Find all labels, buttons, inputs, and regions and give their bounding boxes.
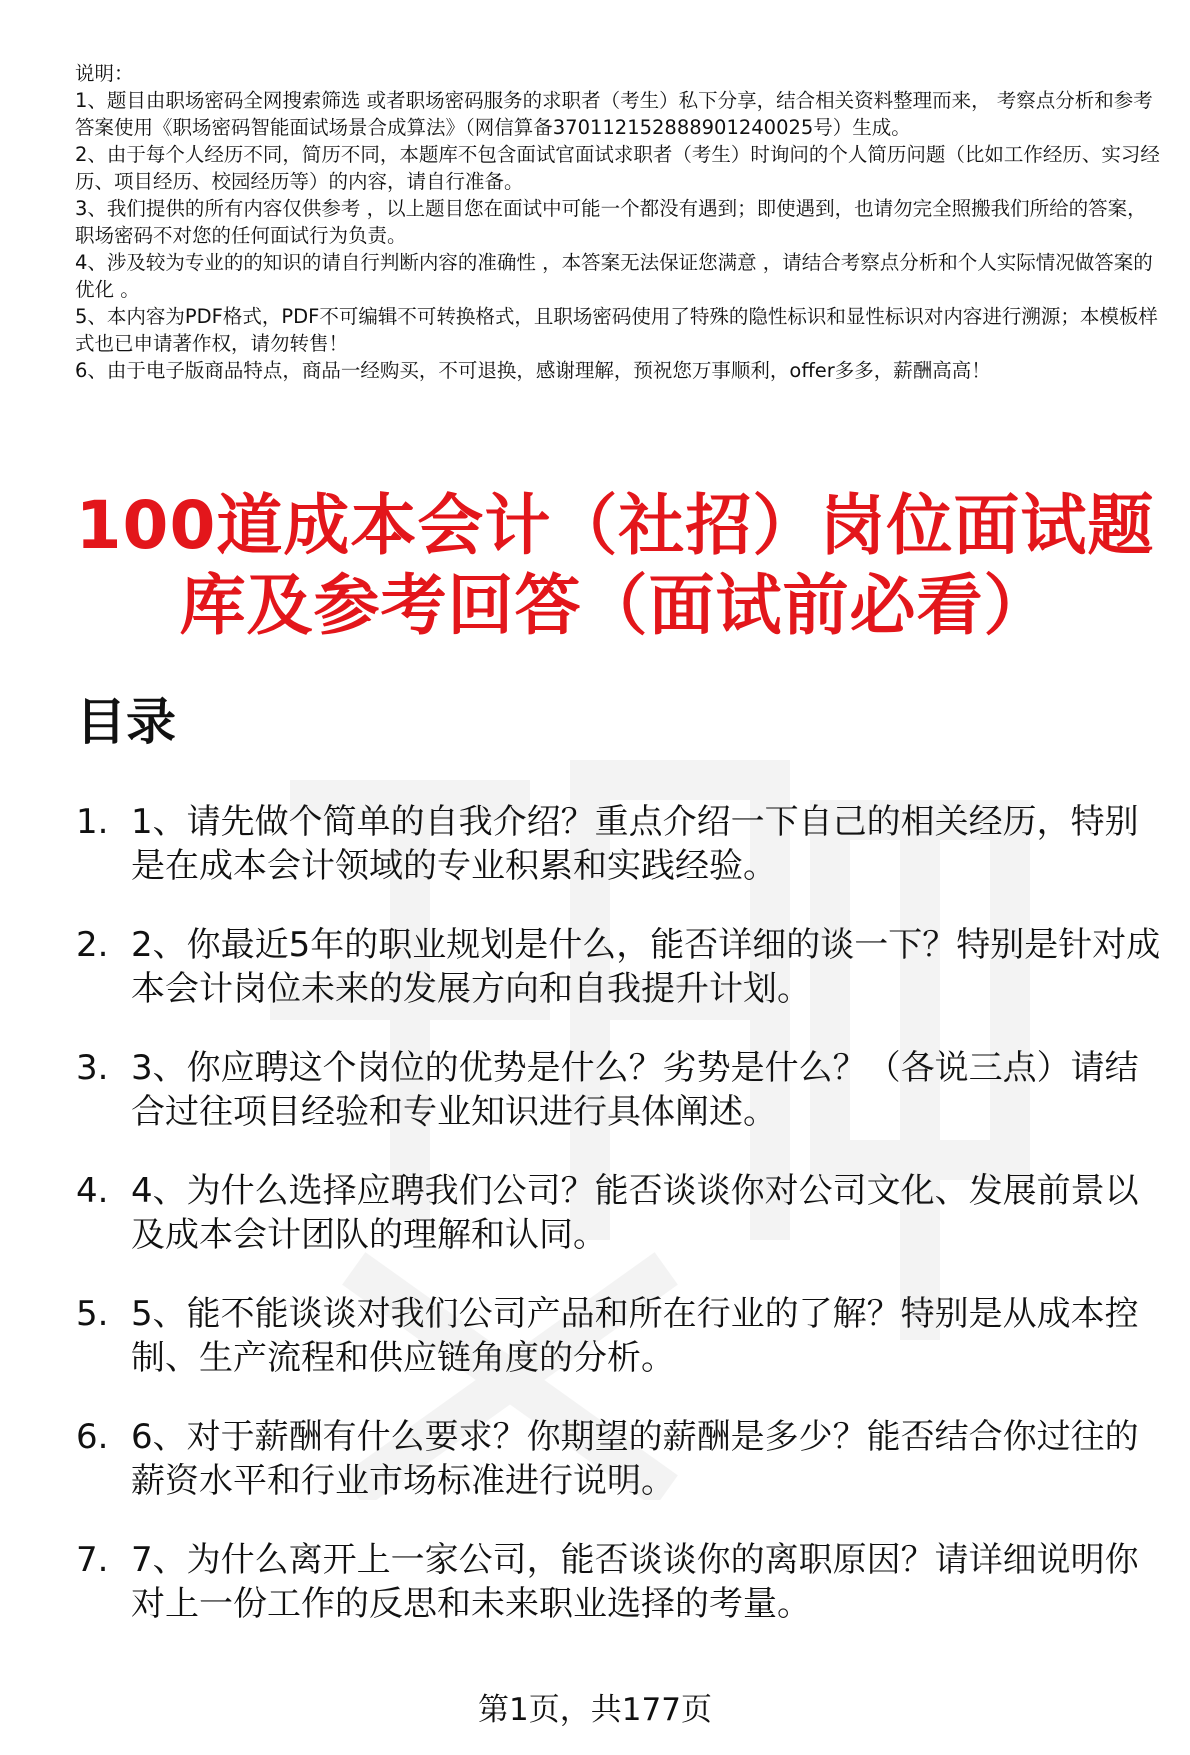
toc-item[interactable] [76, 1169, 1166, 1257]
notice-item: 3、我们提供的所有内容仅供参考 ，以上题目您在面试中可能一个都没有遇到；即使遇到，也请勿完全照搬我们所给的答案，职场密码不对您的任何面试行为负责。 [75, 197, 1147, 247]
notice-item: 2、由于每个人经历不同，简历不同，本题库不包含面试官面试求职者（考生）时询问的个人简历问题（比如工作经历、实习经历、项目经历、校园经历等）的内容，请自行准备。 [75, 143, 1160, 193]
toc-item-text: 3、你应聘这个岗位的优势是什么？劣势是什么？（各说三点）请结合过往项目经验和专业知识进行具体阐述。 [131, 1048, 1139, 1132]
toc-item-number: 4. [76, 1171, 109, 1211]
notice-item: 6、由于电子版商品特点，商品一经购买，不可退换，感谢理解，预祝您万事顺利，offer多多，薪酬高高！ [75, 359, 991, 382]
notice-block [75, 60, 1165, 384]
toc-item-text: 6、对于薪酬有什么要求？你期望的薪酬是多少？能否结合你过往的薪资水平和行业市场标准进行说明。 [131, 1417, 1139, 1501]
toc-item-number: 7. [76, 1540, 109, 1580]
toc-item[interactable] [76, 1538, 1166, 1626]
toc-item-text: 2、你最近5年的职业规划是什么，能否详细的谈一下？特别是针对成本会计岗位未来的发展方向和自我提升计划。 [131, 925, 1161, 1009]
toc-item[interactable] [76, 1046, 1166, 1134]
toc-item[interactable] [76, 1292, 1166, 1380]
toc-item[interactable] [76, 923, 1166, 1011]
toc-list [76, 800, 1166, 1661]
toc-item-number: 1. [76, 802, 109, 842]
toc-heading: 目录 [76, 693, 176, 751]
toc-item-number: 3. [76, 1048, 109, 1088]
notice-item: 5、本内容为PDF格式，PDF不可编辑不可转换格式，且职场密码使用了特殊的隐性标识和显性标识对内容进行溯源；本模板样式也已申请著作权，请勿转售！ [75, 305, 1158, 355]
notice-item: 1、题目由职场密码全网搜索筛选 或者职场密码服务的求职者（考生）私下分享，结合相关资料整理而来， 考察点分析和参考答案使用《职场密码智能面试场景合成算法》（网信算备370112152888901240025号）生成。 [75, 89, 1153, 139]
notice-heading: 说明： [75, 62, 134, 85]
page-number: 第1页，共177页 [478, 1692, 712, 1728]
toc-item-number: 5. [76, 1294, 109, 1334]
toc-item-text: 5、能不能谈谈对我们公司产品和所在行业的了解？特别是从成本控制、生产流程和供应链角度的分析。 [131, 1294, 1139, 1378]
notice-item: 4、涉及较为专业的的知识的请自行判断内容的准确性 ，本答案无法保证您满意 ，请结合考察点分析和个人实际情况做答案的优化 。 [75, 251, 1153, 301]
toc-item-number: 2. [76, 925, 109, 965]
toc-item-text: 7、为什么离开上一家公司，能否谈谈你的离职原因？请详细说明你对上一份工作的反思和未来职业选择的考量。 [131, 1540, 1139, 1624]
toc-item-number: 6. [76, 1417, 109, 1457]
title-line-2: 库及参考回答（面试前必看） [179, 567, 1051, 644]
toc-item[interactable] [76, 1415, 1166, 1503]
document-title [60, 486, 1170, 646]
title-line-1: 100道成本会计（社招）岗位面试题 [75, 487, 1155, 564]
toc-item-text: 4、为什么选择应聘我们公司？能否谈谈你对公司文化、发展前景以及成本会计团队的理解和认同。 [131, 1171, 1139, 1255]
toc-item-text: 1、请先做个简单的自我介绍？重点介绍一下自己的相关经历，特别是在成本会计领域的专业积累和实践经验。 [131, 802, 1139, 886]
toc-item[interactable] [76, 800, 1166, 888]
